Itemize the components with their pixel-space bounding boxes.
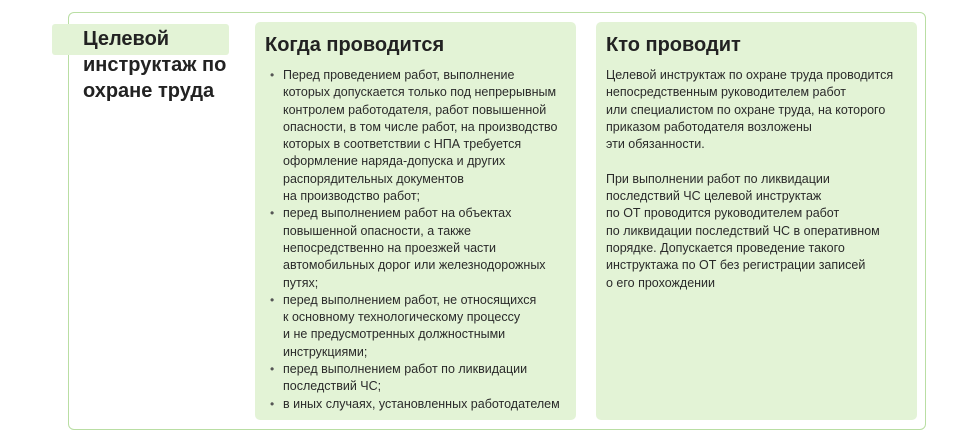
bullet-icon: • bbox=[270, 396, 275, 411]
who-paragraph: При выполнении работ по ликвидации последствий ЧС целевой инструктаж по ОТ проводится руководителем работ по ликвидации последствий ЧС в оперативном порядке. Допускается проведение такого инструктажа по ОТ без регистрации записей о его прохождении bbox=[606, 171, 880, 290]
when-list bbox=[270, 67, 573, 413]
bullet-icon: • bbox=[270, 206, 275, 221]
bullet-icon: • bbox=[270, 362, 275, 377]
when-card bbox=[255, 22, 576, 420]
who-paragraph: Целевой инструктаж по охране труда проводится непосредственным руководителем работ или специалистом по охране труда, на которого приказом работодателя возложены эти обязанности. bbox=[606, 68, 894, 152]
page-title: Целевой инструктаж по охране труда bbox=[83, 28, 227, 102]
who-heading: Кто проводит bbox=[606, 34, 741, 56]
list-item-text: Перед проведением работ, выполнение которых допускается только под непрерывным контролем работодателя, работ повышенной опасности, в том числе работ, на производство которых в соответствии с НПА требуется оформление наряда-допуска и других распорядительных документов на производство работ; bbox=[283, 68, 558, 204]
list-item bbox=[270, 205, 573, 291]
list-item bbox=[270, 67, 573, 205]
bullet-icon: • bbox=[270, 292, 275, 307]
list-item bbox=[270, 361, 573, 396]
list-item-text: перед выполнением работ, не относящихся к основному технологическому процессу и не предусмотренных должностными инструкциями; bbox=[283, 292, 537, 359]
list-item bbox=[270, 396, 573, 413]
who-body bbox=[606, 67, 911, 292]
list-item-text: перед выполнением работ на объектах повышенной опасности, а также непосредственно на проезжей части автомобильных дорог или железнодорожных путях; bbox=[283, 206, 546, 290]
bullet-icon: • bbox=[270, 68, 275, 82]
who-card bbox=[596, 22, 917, 420]
when-heading: Когда проводится bbox=[265, 34, 445, 56]
list-item bbox=[270, 292, 573, 361]
list-item-text: в иных случаях, установленных работодателем bbox=[283, 396, 560, 411]
list-item-text: перед выполнением работ по ликвидации последствий ЧС; bbox=[283, 362, 528, 394]
